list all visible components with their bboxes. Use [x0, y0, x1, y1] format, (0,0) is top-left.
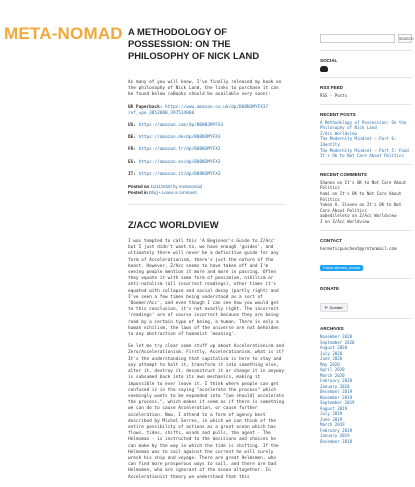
archive-link[interactable]: March 2020	[320, 372, 345, 378]
leave-comment-link[interactable]: Leave a comment	[161, 190, 197, 196]
archive-link[interactable]: August 2019	[320, 405, 348, 411]
link-de	[128, 135, 285, 141]
divider	[320, 164, 412, 165]
post-body	[128, 80, 285, 178]
archive-link[interactable]: April 2020	[320, 367, 345, 373]
post-body	[128, 239, 285, 481]
twitter-icon[interactable]	[320, 66, 328, 72]
post-divider	[128, 204, 285, 205]
paypal-icon: P	[325, 305, 328, 311]
donate-label: Donate	[329, 305, 343, 311]
recent-comment[interactable]: Yukon A. Slaven on It's OK to Not Care About Politics	[320, 202, 402, 213]
archive-link[interactable]: July 2019	[320, 411, 343, 417]
archives-list	[320, 334, 412, 444]
rss-posts-link[interactable]: RSS - Posts	[320, 93, 348, 98]
archive-link[interactable]: November 2020	[320, 334, 353, 340]
link-label: UK Paperback:	[128, 104, 163, 110]
divider	[320, 104, 412, 105]
link-us	[128, 123, 285, 129]
link-label: DE:	[128, 135, 136, 141]
posted-on-label: Posted on	[128, 184, 150, 190]
search-form	[320, 34, 412, 43]
archive-link[interactable]: December 2018	[320, 438, 353, 444]
post-category[interactable]: Blog	[149, 190, 158, 196]
follow-row	[320, 254, 412, 273]
link-label: IT:	[128, 171, 136, 177]
archive-link[interactable]: March 2019	[320, 422, 345, 428]
recent-posts-list	[320, 120, 412, 159]
donate-heading: DONATE	[320, 286, 340, 292]
by-label: by	[173, 184, 178, 190]
recent-comment[interactable]: hami on It's OK to Not Care About Politics	[320, 190, 402, 202]
donate-button[interactable]	[320, 303, 348, 312]
post-date[interactable]: 11/11/2020	[150, 184, 172, 190]
contact-email: hermeticpuncheat@protonmail.com	[320, 245, 397, 251]
recent-post-link[interactable]: Z/Acc Worldview	[320, 130, 357, 136]
posted-in-label: Posted in	[128, 190, 148, 196]
archive-link[interactable]: July 2020	[320, 350, 343, 356]
link-es	[128, 160, 285, 166]
twitter-follow-button[interactable]: Follow @meta_nomad	[320, 265, 363, 271]
search-input[interactable]	[320, 34, 395, 43]
link-label: ES:	[128, 159, 136, 165]
archive-link[interactable]: November 2019	[320, 394, 353, 400]
link-url[interactable]: https://www.amazon.co.uk/dp/B08N3MYFX3?ref_=pe_3052080_397514860	[128, 104, 269, 116]
main-content	[128, 26, 285, 487]
recent-post-link[interactable]: The Modernity Mindset – Part 6: Identity	[320, 136, 397, 147]
archive-link[interactable]: September 2020	[320, 339, 355, 345]
divider	[320, 230, 412, 231]
divider	[320, 318, 412, 319]
archive-link[interactable]: August 2020	[320, 345, 348, 351]
meta-separator: •	[159, 190, 162, 196]
post-methodology	[128, 26, 285, 196]
social-heading: SOCIAL	[320, 58, 338, 63]
post-intro: As many of you will know, I've finally released my book on the philosophy of Nick Land, the links to purchase it can be found below (eBooks should be available very soon):	[128, 80, 282, 98]
contact-heading: CONTACT	[320, 237, 343, 243]
divider	[320, 77, 412, 78]
archive-link[interactable]: June 2020	[320, 356, 343, 362]
link-label: FR:	[128, 147, 136, 153]
recent-posts-heading: RECENT POSTS	[320, 111, 356, 117]
link-url[interactable]: https://amazon.com/dp/B08N3MYFX3	[138, 123, 224, 129]
site-logo[interactable]: META-NOMAD	[4, 24, 123, 43]
recent-comment[interactable]: aobedileleto on Z/Acc Worldview	[320, 213, 397, 219]
archive-link[interactable]: February 2019	[320, 427, 353, 433]
link-uk	[128, 105, 285, 117]
recent-post-link[interactable]: It's Ok to Not Care About Politics	[320, 153, 404, 159]
recent-comment[interactable]: Shanno on It's OK to Not Care About Politics	[320, 179, 407, 191]
post-categories	[128, 190, 285, 196]
post-author[interactable]: metanomad	[178, 184, 203, 190]
link-label: US:	[128, 123, 136, 129]
post-title[interactable]: A METHODOLOGY OF POSSESSION: ON THE PHILOSOPHY OF NICK LAND	[128, 26, 260, 61]
sidebar	[320, 34, 412, 444]
recent-post-link[interactable]: The Modernity Mindset – Part 5: Food	[320, 147, 409, 153]
archive-link[interactable]: September 2019	[320, 400, 355, 406]
archive-link[interactable]: May 2020	[320, 361, 340, 367]
archive-link[interactable]: December 2019	[320, 389, 353, 395]
link-url[interactable]: https://amazon.es/dp/B08N3MYFX3	[138, 159, 221, 165]
rss-heading: RSS FEED	[320, 85, 343, 90]
divider	[320, 50, 412, 51]
archive-link[interactable]: January 2019	[320, 433, 350, 439]
link-it	[128, 172, 285, 178]
archive-link[interactable]: January 2020	[320, 383, 350, 389]
recent-comments-list	[320, 180, 412, 225]
post-paragraph: I was tempted to call this 'A Beginner's Guide to Z/Acc' but I just didn't want to, we have enough 'guides', and ultimately there will never be a definitive guide for any form of Accelerationism, there's just the nature of the beast. However, Z/Acc seems to have taken off and I'm seeing people mention it more and more in passing. Often they equate it with some form of pessimism, nihilism or anti-natalism (all incorrect readings), other times it's equated with collapse and social decay (partly right) and I've seen a few times being understood as a sort of 'Doomer/Acc', and even though I can see how you would get to this conclusion, it's not exactly right. The incorrect 'readings' are of course incorrect because they are being read by a certain type of being, a human. There is only a human nihilism, the laws of the universe are not beholden to any abstraction of humanist 'meaning'.	[128, 239, 279, 338]
recent-post-link[interactable]: A Methodology of Possession: On the Philosophy of Nick Land	[320, 119, 407, 131]
post-title[interactable]: Z/ACC WORLDVIEW	[128, 219, 219, 231]
link-fr	[128, 147, 285, 153]
archives-heading: ARCHIVES	[320, 326, 344, 332]
link-url[interactable]: https://amazon.de/dp/B08N3MYFX3	[138, 135, 221, 141]
archive-link[interactable]: June 2019	[320, 416, 343, 422]
post-zacc	[128, 219, 285, 481]
search-button[interactable]: SEARCH	[398, 34, 412, 43]
recent-comments-heading: RECENT COMMENTS	[320, 171, 367, 177]
archive-link[interactable]: February 2020	[320, 378, 353, 384]
link-url[interactable]: https://amazon.fr/dp/B08N3MYFX3	[138, 147, 221, 153]
recent-comment[interactable]: J on Z/Acc Worldview	[320, 218, 370, 224]
post-paragraph: So let me try clear some stuff up about Accelerationism and Zero/Accelerationism. Firstly, Accelerationism, what is it? It's the understanding that capitalism is here to stay and any attempt to halt it, transform it into something else, alter it, destroy it, deconstruct it or change it in anyway is subsumed back into its own mechanics, making it impossible to ever leave it. I think where people can get confused is in the saying "accelerate the process" which seemingly wants to be expanded into "[we should] accelerate the process.", which makes it seem as if there is something we can do to cause Acceleration, or cause further acceleration. Now, I attend to a form of agency best described by Michel Serres, in which we can think of the entire possibility of actions as a great ocean which has flows, tides, shifts, winds and pulls, the agent - The Helmsman - is instructed to the decisions and choices he can make by the way in which the tide is shifting. If the Helmsman was to sail against the current he will surely wreck his ship and voyage. There are great Helmsmen, who can find more prosperous ways to sail, and there are bad Helmsmen, who are ignorant of the ocean altogether. In Accelerationist theory we understand that this	[128, 344, 284, 480]
link-url[interactable]: https://amazon.it/dp/B08N3MYFX3	[138, 171, 221, 177]
divider	[320, 278, 412, 279]
